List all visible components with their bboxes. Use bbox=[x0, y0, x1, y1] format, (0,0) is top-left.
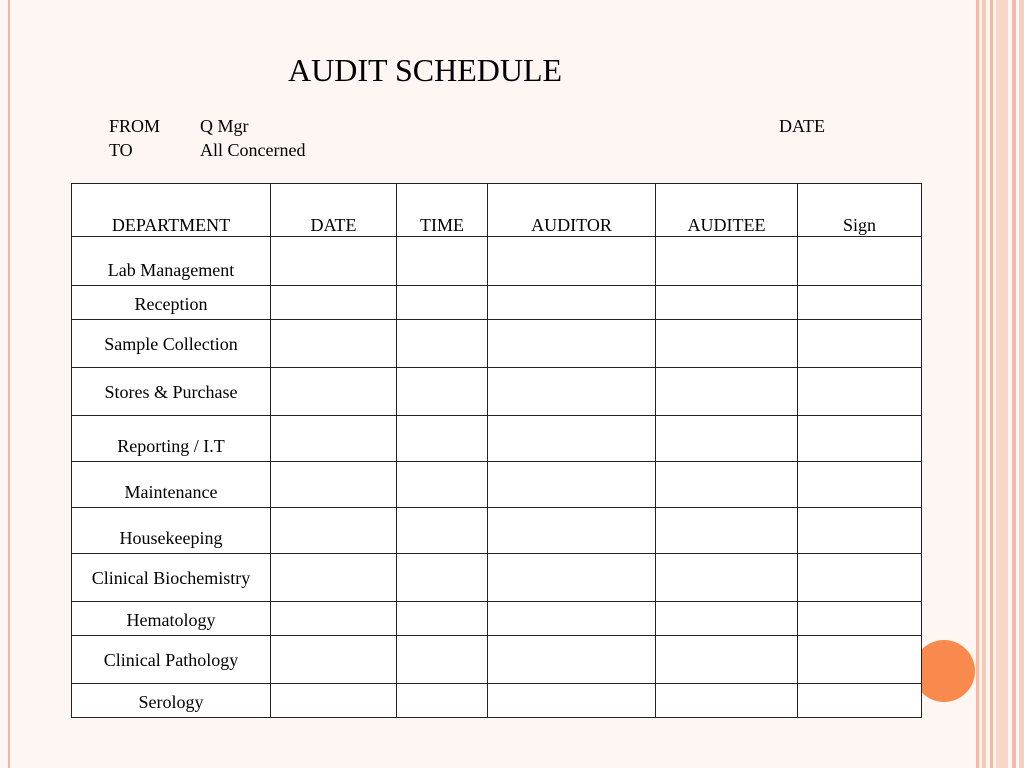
auditor-cell[interactable] bbox=[488, 368, 656, 416]
page-title: AUDIT SCHEDULE bbox=[288, 52, 563, 88]
column-header-time: TIME bbox=[397, 184, 488, 237]
table-row bbox=[72, 636, 922, 684]
auditee-cell[interactable] bbox=[656, 320, 798, 368]
time-cell[interactable] bbox=[397, 237, 488, 286]
time-cell[interactable] bbox=[397, 416, 488, 462]
orange-circle-decoration bbox=[913, 640, 975, 702]
left-border-line bbox=[8, 0, 10, 768]
time-cell[interactable] bbox=[397, 636, 488, 684]
auditee-cell[interactable] bbox=[656, 508, 798, 554]
sign-cell[interactable] bbox=[798, 368, 922, 416]
date-cell[interactable] bbox=[271, 286, 397, 320]
date-label: DATE bbox=[779, 116, 825, 136]
stripe bbox=[1012, 0, 1016, 768]
department-cell: Reporting / I.T bbox=[72, 416, 271, 462]
from-label: FROM bbox=[109, 116, 161, 136]
time-cell[interactable] bbox=[397, 286, 488, 320]
sign-cell[interactable] bbox=[798, 602, 922, 636]
stripe bbox=[1019, 0, 1024, 768]
table-row bbox=[72, 416, 922, 462]
department-cell: Reception bbox=[72, 286, 271, 320]
auditee-cell[interactable] bbox=[656, 462, 798, 508]
column-header-auditee: AUDITEE bbox=[656, 184, 798, 237]
date-cell[interactable] bbox=[271, 602, 397, 636]
sign-cell[interactable] bbox=[798, 554, 922, 602]
date-cell[interactable] bbox=[271, 554, 397, 602]
time-cell[interactable] bbox=[397, 684, 488, 718]
department-cell: Clinical Biochemistry bbox=[72, 554, 271, 602]
date-cell[interactable] bbox=[271, 368, 397, 416]
from-value: Q Mgr bbox=[200, 116, 249, 136]
auditor-cell[interactable] bbox=[488, 684, 656, 718]
table-row bbox=[72, 554, 922, 602]
right-decorative-stripes bbox=[976, 0, 1024, 768]
column-header-auditor: AUDITOR bbox=[488, 184, 656, 237]
table-header-row bbox=[72, 184, 922, 237]
time-cell[interactable] bbox=[397, 462, 488, 508]
department-cell: Maintenance bbox=[72, 462, 271, 508]
auditee-cell[interactable] bbox=[656, 684, 798, 718]
audit-schedule-table bbox=[71, 183, 922, 718]
auditee-cell[interactable] bbox=[656, 237, 798, 286]
column-header-date: DATE bbox=[271, 184, 397, 237]
auditee-cell[interactable] bbox=[656, 286, 798, 320]
stripe bbox=[996, 0, 1008, 768]
table-row bbox=[72, 508, 922, 554]
auditor-cell[interactable] bbox=[488, 286, 656, 320]
sign-cell[interactable] bbox=[798, 286, 922, 320]
department-cell: Lab Management bbox=[72, 237, 271, 286]
table-row bbox=[72, 237, 922, 286]
stripe bbox=[976, 0, 979, 768]
table-row bbox=[72, 320, 922, 368]
date-cell[interactable] bbox=[271, 237, 397, 286]
time-cell[interactable] bbox=[397, 320, 488, 368]
department-cell: Stores & Purchase bbox=[72, 368, 271, 416]
stripe bbox=[990, 0, 993, 768]
date-cell[interactable] bbox=[271, 684, 397, 718]
table-row bbox=[72, 368, 922, 416]
table-row bbox=[72, 602, 922, 636]
sign-cell[interactable] bbox=[798, 462, 922, 508]
auditee-cell[interactable] bbox=[656, 602, 798, 636]
sign-cell[interactable] bbox=[798, 636, 922, 684]
stripe bbox=[982, 0, 986, 768]
department-cell: Sample Collection bbox=[72, 320, 271, 368]
time-cell[interactable] bbox=[397, 368, 488, 416]
sign-cell[interactable] bbox=[798, 416, 922, 462]
to-value: All Concerned bbox=[200, 140, 306, 160]
auditor-cell[interactable] bbox=[488, 237, 656, 286]
auditor-cell[interactable] bbox=[488, 636, 656, 684]
auditee-cell[interactable] bbox=[656, 368, 798, 416]
auditor-cell[interactable] bbox=[488, 554, 656, 602]
time-cell[interactable] bbox=[397, 554, 488, 602]
to-label: TO bbox=[109, 140, 133, 160]
auditor-cell[interactable] bbox=[488, 602, 656, 636]
department-cell: Housekeeping bbox=[72, 508, 271, 554]
auditor-cell[interactable] bbox=[488, 462, 656, 508]
auditor-cell[interactable] bbox=[488, 416, 656, 462]
auditee-cell[interactable] bbox=[656, 636, 798, 684]
auditee-cell[interactable] bbox=[656, 554, 798, 602]
sign-cell[interactable] bbox=[798, 237, 922, 286]
sign-cell[interactable] bbox=[798, 508, 922, 554]
date-cell[interactable] bbox=[271, 508, 397, 554]
sign-cell[interactable] bbox=[798, 320, 922, 368]
department-cell: Clinical Pathology bbox=[72, 636, 271, 684]
time-cell[interactable] bbox=[397, 602, 488, 636]
column-header-sign: Sign bbox=[798, 184, 922, 237]
date-cell[interactable] bbox=[271, 416, 397, 462]
table-row bbox=[72, 462, 922, 508]
date-cell[interactable] bbox=[271, 636, 397, 684]
time-cell[interactable] bbox=[397, 508, 488, 554]
department-cell: Hematology bbox=[72, 602, 271, 636]
column-header-department: DEPARTMENT bbox=[72, 184, 271, 237]
table-row bbox=[72, 286, 922, 320]
date-cell[interactable] bbox=[271, 320, 397, 368]
date-cell[interactable] bbox=[271, 462, 397, 508]
department-cell: Serology bbox=[72, 684, 271, 718]
auditee-cell[interactable] bbox=[656, 416, 798, 462]
sign-cell[interactable] bbox=[798, 684, 922, 718]
auditor-cell[interactable] bbox=[488, 320, 656, 368]
auditor-cell[interactable] bbox=[488, 508, 656, 554]
table-row bbox=[72, 684, 922, 718]
